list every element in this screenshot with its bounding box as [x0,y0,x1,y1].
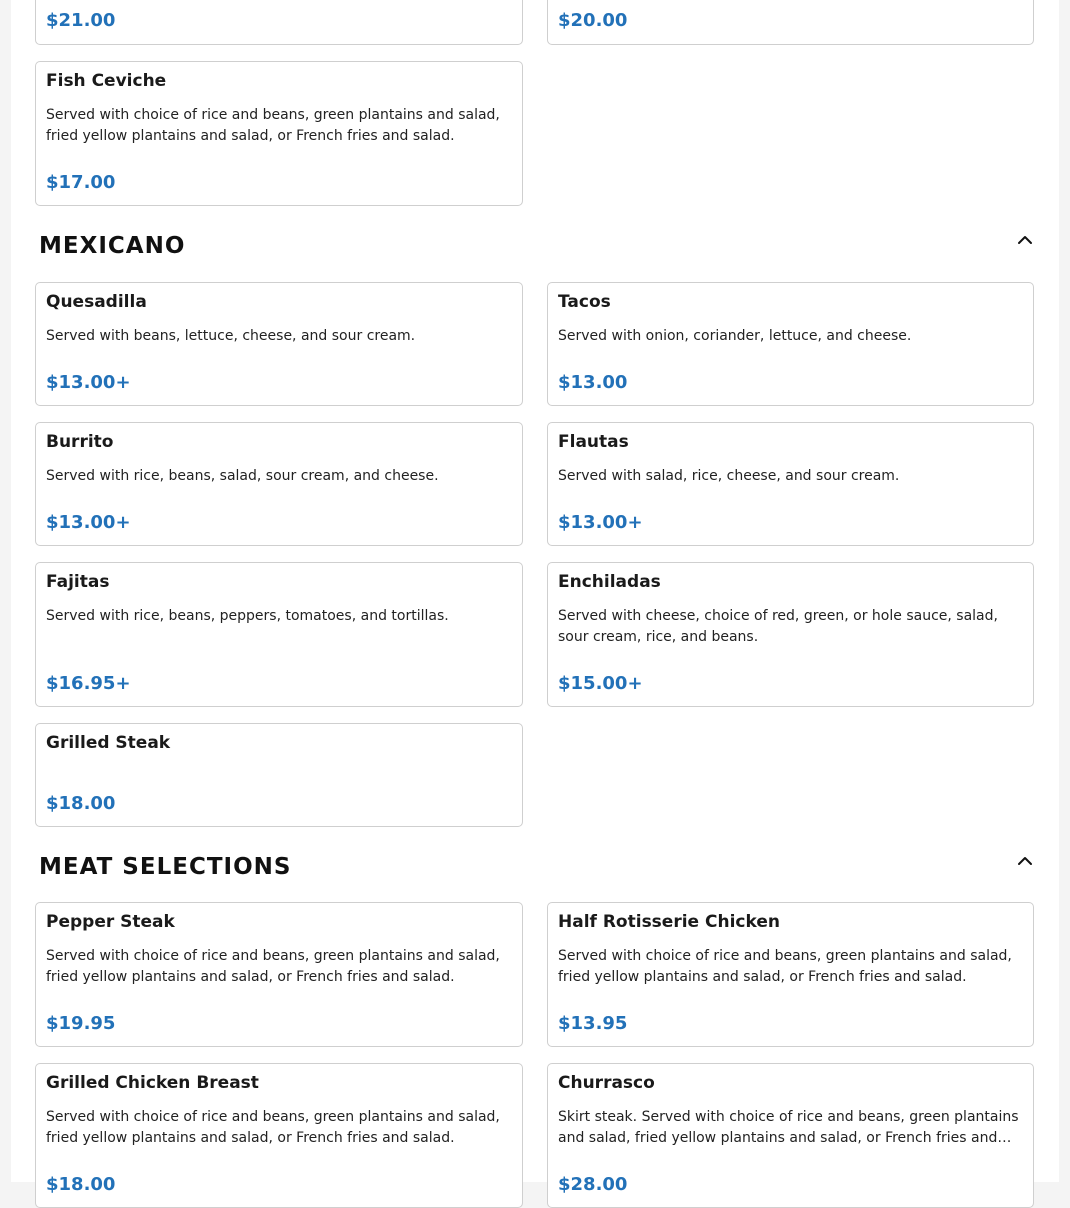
chevron-up-icon [1014,850,1036,872]
section-collapse-toggle[interactable] [1014,850,1036,872]
menu-item-price: $13.95 [558,1013,628,1034]
menu-item-name: Flautas [558,432,629,452]
menu-item-card-tacos[interactable] [547,282,1034,406]
menu-item-card[interactable] [35,0,523,45]
menu-item-description-line: and salad, fried yellow plantains and salad, or French fries and… [558,1130,1012,1146]
menu-item-description: Served with choice of rice and beans, green plantains and salad, fried yellow plantains and salad, or French fries and salad. [558,948,1012,985]
menu-item-card-pepper-steak[interactable] [35,902,523,1047]
menu-item-description: Served with onion, coriander, lettuce, and cheese. [558,328,912,344]
menu-item-card-enchiladas[interactable] [547,562,1034,707]
menu-item-description [558,1107,1020,1149]
menu-item-card-flautas[interactable] [547,422,1034,546]
menu-item-card-burrito[interactable] [35,422,523,546]
menu-item-card-churrasco[interactable] [547,1063,1034,1208]
menu-item-name: Tacos [558,292,611,312]
chevron-up-icon [1014,229,1036,251]
menu-item-price: $13.00+ [46,512,131,533]
menu-item-description: Served with rice, beans, salad, sour cream, and cheese. [46,468,439,484]
menu-item-price: $28.00 [558,1174,628,1195]
menu-item-name: Quesadilla [46,292,147,312]
menu-item-name: Fish Ceviche [46,71,167,91]
menu-item-price: $17.00 [46,172,116,193]
menu-item-card-quesadilla[interactable] [35,282,523,406]
menu-item-name: Burrito [46,432,114,452]
menu-item-price: $16.95+ [46,673,131,694]
menu-item-description-line: Skirt steak. Served with choice of rice and beans, green plantains [558,1109,1019,1125]
menu-item-description: Served with choice of rice and beans, green plantains and salad, fried yellow plantains and salad, or French fries and salad. [46,1109,500,1146]
menu-item-description: Served with cheese, choice of red, green, or hole sauce, salad, sour cream, rice, and beans. [558,608,998,645]
menu-item-card-grilled-chicken-breast[interactable] [35,1063,523,1208]
menu-item-name: Enchiladas [558,572,661,592]
menu-item-price: $13.00 [558,372,628,393]
menu-item-name: Grilled Steak [46,733,171,753]
menu-item-description: Served with beans, lettuce, cheese, and sour cream. [46,328,416,344]
menu-item-price: $19.95 [46,1013,116,1034]
menu-item-price: $15.00+ [558,673,643,694]
menu-item-price: $20.00 [558,10,628,31]
menu-item-card-grilled-steak[interactable] [35,723,523,827]
menu-item-description: Served with salad, rice, cheese, and sour cream. [558,468,900,484]
menu-item-price: $13.00+ [46,372,131,393]
menu-item-card[interactable] [547,0,1034,45]
section-collapse-toggle[interactable] [1014,229,1036,251]
menu-page [11,0,1059,1195]
menu-item-card-fish-ceviche[interactable] [35,61,523,206]
section-title-meat-selections: MEAT SELECTIONS [39,854,292,880]
menu-item-card-half-rotisserie-chicken[interactable] [547,902,1034,1047]
menu-item-name: Half Rotisserie Chicken [558,912,780,932]
section-title-mexicano: MEXICANO [39,233,186,259]
menu-item-name: Churrasco [558,1073,655,1093]
menu-item-price: $18.00 [46,1174,116,1195]
menu-item-price: $21.00 [46,10,116,31]
menu-item-description: Served with choice of rice and beans, green plantains and salad, fried yellow plantains and salad, or French fries and salad. [46,107,500,144]
menu-item-name: Fajitas [46,572,110,592]
menu-item-price: $13.00+ [558,512,643,533]
menu-item-name: Grilled Chicken Breast [46,1073,259,1093]
menu-item-price: $18.00 [46,793,116,814]
menu-item-card-fajitas[interactable] [35,562,523,707]
menu-item-description: Served with rice, beans, peppers, tomatoes, and tortillas. [46,608,449,624]
menu-item-name: Pepper Steak [46,912,175,932]
menu-item-description: Served with choice of rice and beans, green plantains and salad, fried yellow plantains and salad, or French fries and salad. [46,948,500,985]
